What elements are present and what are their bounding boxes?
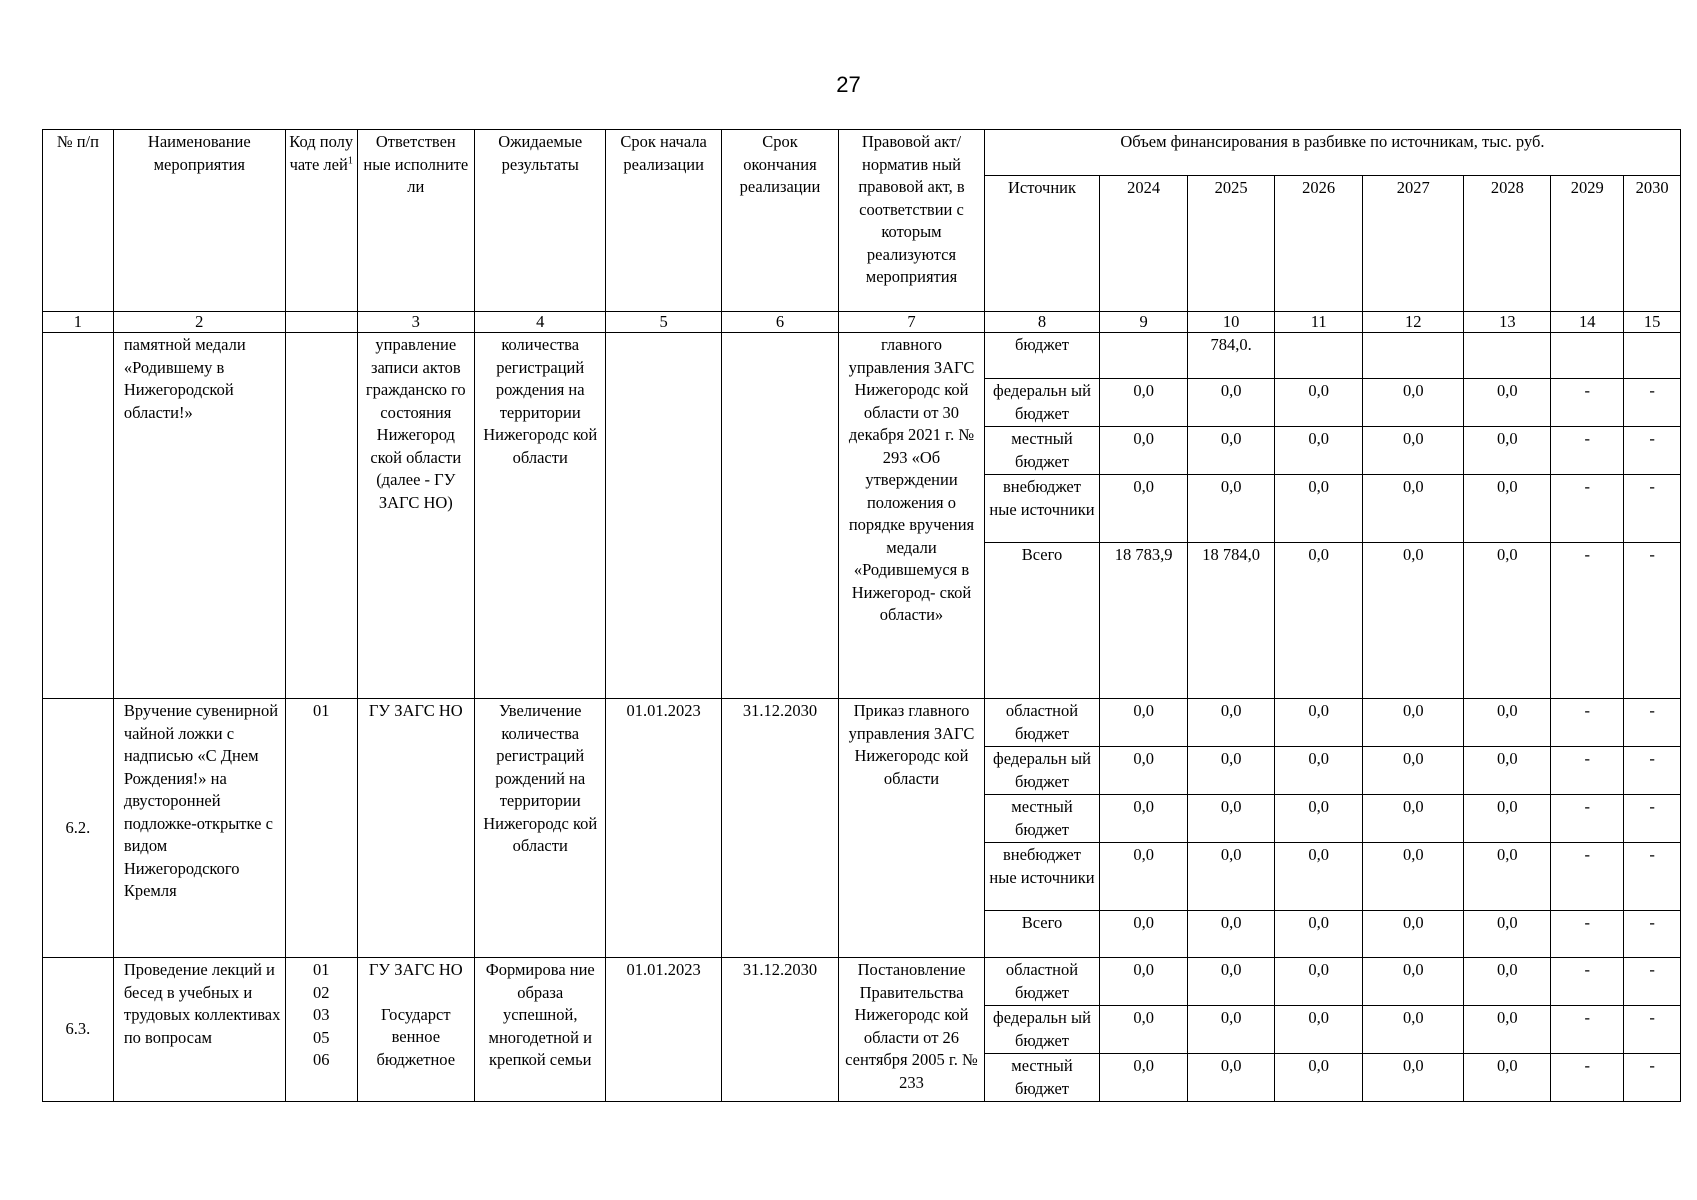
header-year: 2029 bbox=[1551, 176, 1624, 312]
cell-value: 0,0 bbox=[1464, 795, 1551, 843]
column-number: 2 bbox=[113, 312, 285, 333]
cell-value: 0,0 bbox=[1100, 1054, 1188, 1102]
cell-value: - bbox=[1624, 1006, 1681, 1054]
cell-source: федеральн ый бюджет bbox=[984, 1006, 1099, 1054]
cell-value: 18 783,9 bbox=[1100, 543, 1188, 699]
header-year: 2026 bbox=[1275, 176, 1363, 312]
cell-value: 0,0 bbox=[1100, 1006, 1188, 1054]
cell-value: 0,0 bbox=[1188, 911, 1275, 958]
cell-value: - bbox=[1624, 543, 1681, 699]
cell-value: 0,0 bbox=[1100, 843, 1188, 911]
cell-value bbox=[1363, 333, 1464, 379]
cell-value: 0,0 bbox=[1363, 795, 1464, 843]
cell-value: 0,0 bbox=[1275, 747, 1363, 795]
header-act: Правовой акт/норматив ный правовой акт, в соответствии с которым реализуются мероприятия bbox=[839, 130, 985, 312]
cell-source: Всего bbox=[984, 911, 1099, 958]
column-number: 10 bbox=[1188, 312, 1275, 333]
cell-value: 0,0 bbox=[1100, 795, 1188, 843]
cell-value: - bbox=[1624, 379, 1681, 427]
cell-value: - bbox=[1624, 747, 1681, 795]
cell-value: 0,0 bbox=[1363, 1054, 1464, 1102]
table-row bbox=[43, 333, 1681, 379]
code-line: 02 bbox=[312, 982, 330, 1002]
cell-value: 0,0 bbox=[1100, 747, 1188, 795]
cell-value: - bbox=[1551, 1054, 1624, 1102]
cell-name: Проведение лекций и бесед в учебных и трудовых коллективах по вопросам bbox=[113, 958, 285, 1102]
cell-name: Вручение сувенирной чайной ложки с надписью «С Днем Рождения!» на двусторонней подложке-открытке с видом Нижегородского Кремля bbox=[113, 699, 285, 958]
cell-name: памятной медали «Родившему в Нижегородской области!» bbox=[113, 333, 285, 699]
cell-value: 0,0 bbox=[1275, 843, 1363, 911]
cell-value: 0,0 bbox=[1275, 475, 1363, 543]
column-number: 1 bbox=[43, 312, 114, 333]
cell-value: 0,0 bbox=[1100, 958, 1188, 1006]
cell-value: 0,0 bbox=[1363, 427, 1464, 475]
header-source: Источник bbox=[984, 176, 1099, 312]
cell-value: - bbox=[1624, 1054, 1681, 1102]
cell-source: бюджет bbox=[984, 333, 1099, 379]
cell-code: 01 bbox=[285, 699, 357, 958]
cell-value: 18 784,0 bbox=[1188, 543, 1275, 699]
cell-value: 0,0 bbox=[1275, 911, 1363, 958]
cell-value: - bbox=[1551, 747, 1624, 795]
cell-act: главного управления ЗАГС Нижегородс кой области от 30 декабря 2021 г. № 293 «Об утверждении положения о порядке вручения медали «Родившемуся в Нижегород- ской области» bbox=[839, 333, 985, 699]
cell-results: Увеличение количества регистраций рождений на территории Нижегородс кой области bbox=[474, 699, 606, 958]
cell-value bbox=[1624, 333, 1681, 379]
cell-value: 0,0 bbox=[1464, 747, 1551, 795]
cell-value: 0,0 bbox=[1464, 958, 1551, 1006]
cell-end: 31.12.2030 bbox=[721, 699, 838, 958]
cell-value: - bbox=[1624, 475, 1681, 543]
cell-value: 0,0 bbox=[1188, 795, 1275, 843]
cell-value: 0,0 bbox=[1464, 427, 1551, 475]
cell-value: 0,0 bbox=[1100, 699, 1188, 747]
cell-value: 0,0 bbox=[1363, 699, 1464, 747]
cell-value: 784,0. bbox=[1188, 333, 1275, 379]
cell-value: - bbox=[1551, 543, 1624, 699]
column-number: 3 bbox=[357, 312, 474, 333]
cell-start: 01.01.2023 bbox=[606, 958, 721, 1102]
cell-start: 01.01.2023 bbox=[606, 699, 721, 958]
column-number-row bbox=[43, 312, 1681, 333]
cell-value: 0,0 bbox=[1464, 911, 1551, 958]
cell-value: 0,0 bbox=[1363, 843, 1464, 911]
cell-responsible: ГУ ЗАГС НО Государст венное бюджетное bbox=[357, 958, 474, 1102]
cell-end bbox=[721, 333, 838, 699]
cell-value: 0,0 bbox=[1188, 1054, 1275, 1102]
cell-value: 0,0 bbox=[1188, 699, 1275, 747]
header-num: № п/п bbox=[43, 130, 114, 312]
cell-value: 0,0 bbox=[1464, 379, 1551, 427]
cell-value: 0,0 bbox=[1464, 1006, 1551, 1054]
cell-value bbox=[1100, 333, 1188, 379]
cell-value: 0,0 bbox=[1363, 958, 1464, 1006]
code-line: 01 bbox=[312, 960, 330, 979]
cell-source: федеральн ый бюджет bbox=[984, 747, 1099, 795]
cell-source: внебюджет ные источники bbox=[984, 843, 1099, 911]
header-year: 2024 bbox=[1100, 176, 1188, 312]
cell-source: федеральн ый бюджет bbox=[984, 379, 1099, 427]
cell-value: - bbox=[1551, 1006, 1624, 1054]
cell-results: Формирова ние образа успешной, многодетной и крепкой семьи bbox=[474, 958, 606, 1102]
column-number bbox=[285, 312, 357, 333]
cell-code bbox=[285, 333, 357, 699]
cell-value: 0,0 bbox=[1363, 475, 1464, 543]
cell-value: 0,0 bbox=[1363, 543, 1464, 699]
cell-source: Всего bbox=[984, 543, 1099, 699]
cell-value: - bbox=[1624, 699, 1681, 747]
cell-results: количества регистраций рождения на территории Нижегородс кой области bbox=[474, 333, 606, 699]
column-number: 13 bbox=[1464, 312, 1551, 333]
cell-act: Приказ главного управления ЗАГС Нижегородс кой области bbox=[839, 699, 985, 958]
header-code: Код полу чате лей$^1$ bbox=[285, 130, 357, 312]
cell-num: 6.2. bbox=[43, 699, 114, 958]
cell-value: 0,0 bbox=[1188, 475, 1275, 543]
cell-responsible: управление записи актов гражданско го состояния Нижегород ской области (далее - ГУ ЗАГС НО) bbox=[357, 333, 474, 699]
cell-value: 0,0 bbox=[1363, 379, 1464, 427]
cell-value: 0,0 bbox=[1275, 795, 1363, 843]
table-row bbox=[43, 958, 1681, 1006]
header-row bbox=[43, 130, 1681, 176]
cell-value: 0,0 bbox=[1363, 747, 1464, 795]
cell-value: 0,0 bbox=[1275, 379, 1363, 427]
code-line: 03 bbox=[312, 1005, 330, 1024]
cell-num bbox=[43, 333, 114, 699]
column-number: 8 bbox=[984, 312, 1099, 333]
cell-value: 0,0 bbox=[1363, 1006, 1464, 1054]
cell-value bbox=[1464, 333, 1551, 379]
column-number: 12 bbox=[1363, 312, 1464, 333]
cell-value: 0,0 bbox=[1188, 379, 1275, 427]
cell-value: 0,0 bbox=[1100, 379, 1188, 427]
cell-value bbox=[1551, 333, 1624, 379]
cell-value: 0,0 bbox=[1275, 427, 1363, 475]
cell-value: 0,0 bbox=[1275, 543, 1363, 699]
cell-value: 0,0 bbox=[1464, 475, 1551, 543]
cell-codes bbox=[285, 958, 357, 1102]
header-results: Ожидаемые результаты bbox=[474, 130, 606, 312]
cell-value: - bbox=[1624, 958, 1681, 1006]
cell-value: - bbox=[1551, 699, 1624, 747]
cell-value: 0,0 bbox=[1188, 958, 1275, 1006]
cell-act: Постановление Правительства Нижегородс кой области от 26 сентября 2005 г. № 233 bbox=[839, 958, 985, 1102]
header-end: Срок окончания реализации bbox=[721, 130, 838, 312]
cell-num: 6.3. bbox=[43, 958, 114, 1102]
column-number: 7 bbox=[839, 312, 985, 333]
cell-value: 0,0 bbox=[1275, 1006, 1363, 1054]
column-number: 14 bbox=[1551, 312, 1624, 333]
cell-end: 31.12.2030 bbox=[721, 958, 838, 1102]
cell-value: 0,0 bbox=[1464, 699, 1551, 747]
cell-value: - bbox=[1624, 795, 1681, 843]
cell-source: местный бюджет bbox=[984, 795, 1099, 843]
cell-value: 0,0 bbox=[1188, 427, 1275, 475]
cell-source: областной бюджет bbox=[984, 958, 1099, 1006]
cell-source: внебюджет ные источники bbox=[984, 475, 1099, 543]
cell-value: 0,0 bbox=[1100, 911, 1188, 958]
code-line: 06 bbox=[312, 1050, 330, 1069]
header-name: Наименование мероприятия bbox=[113, 130, 285, 312]
column-number: 15 bbox=[1624, 312, 1681, 333]
cell-start bbox=[606, 333, 721, 699]
cell-value: 0,0 bbox=[1275, 699, 1363, 747]
page-number: 27 bbox=[836, 72, 861, 97]
header-funding: Объем финансирования в разбивке по источникам, тыс. руб. bbox=[984, 130, 1680, 176]
cell-value: - bbox=[1551, 379, 1624, 427]
cell-value: 0,0 bbox=[1100, 427, 1188, 475]
cell-value: - bbox=[1551, 795, 1624, 843]
cell-value: - bbox=[1551, 958, 1624, 1006]
cell-value: 0,0 bbox=[1275, 958, 1363, 1006]
funding-table bbox=[42, 129, 1681, 1102]
cell-value: 0,0 bbox=[1464, 1054, 1551, 1102]
header-year: 2028 bbox=[1464, 176, 1551, 312]
cell-value: 0,0 bbox=[1188, 843, 1275, 911]
code-line: 05 bbox=[312, 1027, 330, 1047]
cell-value: - bbox=[1551, 843, 1624, 911]
cell-value: 0,0 bbox=[1464, 843, 1551, 911]
cell-value: - bbox=[1624, 911, 1681, 958]
header-year: 2025 bbox=[1188, 176, 1275, 312]
cell-value: - bbox=[1551, 911, 1624, 958]
cell-value: - bbox=[1551, 475, 1624, 543]
cell-value: - bbox=[1551, 427, 1624, 475]
column-number: 9 bbox=[1100, 312, 1188, 333]
cell-source: местный бюджет bbox=[984, 1054, 1099, 1102]
cell-source: местный бюджет bbox=[984, 427, 1099, 475]
cell-value: 0,0 bbox=[1275, 1054, 1363, 1102]
column-number: 5 bbox=[606, 312, 721, 333]
header-start: Срок начала реализации bbox=[606, 130, 721, 312]
table-row bbox=[43, 699, 1681, 747]
cell-value: 0,0 bbox=[1100, 475, 1188, 543]
cell-value: - bbox=[1624, 427, 1681, 475]
cell-responsible: ГУ ЗАГС НО bbox=[357, 699, 474, 958]
cell-value: 0,0 bbox=[1464, 543, 1551, 699]
cell-value: - bbox=[1624, 843, 1681, 911]
header-year: 2027 bbox=[1363, 176, 1464, 312]
cell-value: 0,0 bbox=[1188, 747, 1275, 795]
header-year: 2030 bbox=[1624, 176, 1681, 312]
header-responsible: Ответствен ные исполните ли bbox=[357, 130, 474, 312]
column-number: 6 bbox=[721, 312, 838, 333]
cell-value: 0,0 bbox=[1363, 911, 1464, 958]
cell-value: 0,0 bbox=[1188, 1006, 1275, 1054]
cell-source: областной бюджет bbox=[984, 699, 1099, 747]
cell-value bbox=[1275, 333, 1363, 379]
column-number: 4 bbox=[474, 312, 606, 333]
column-number: 11 bbox=[1275, 312, 1363, 333]
